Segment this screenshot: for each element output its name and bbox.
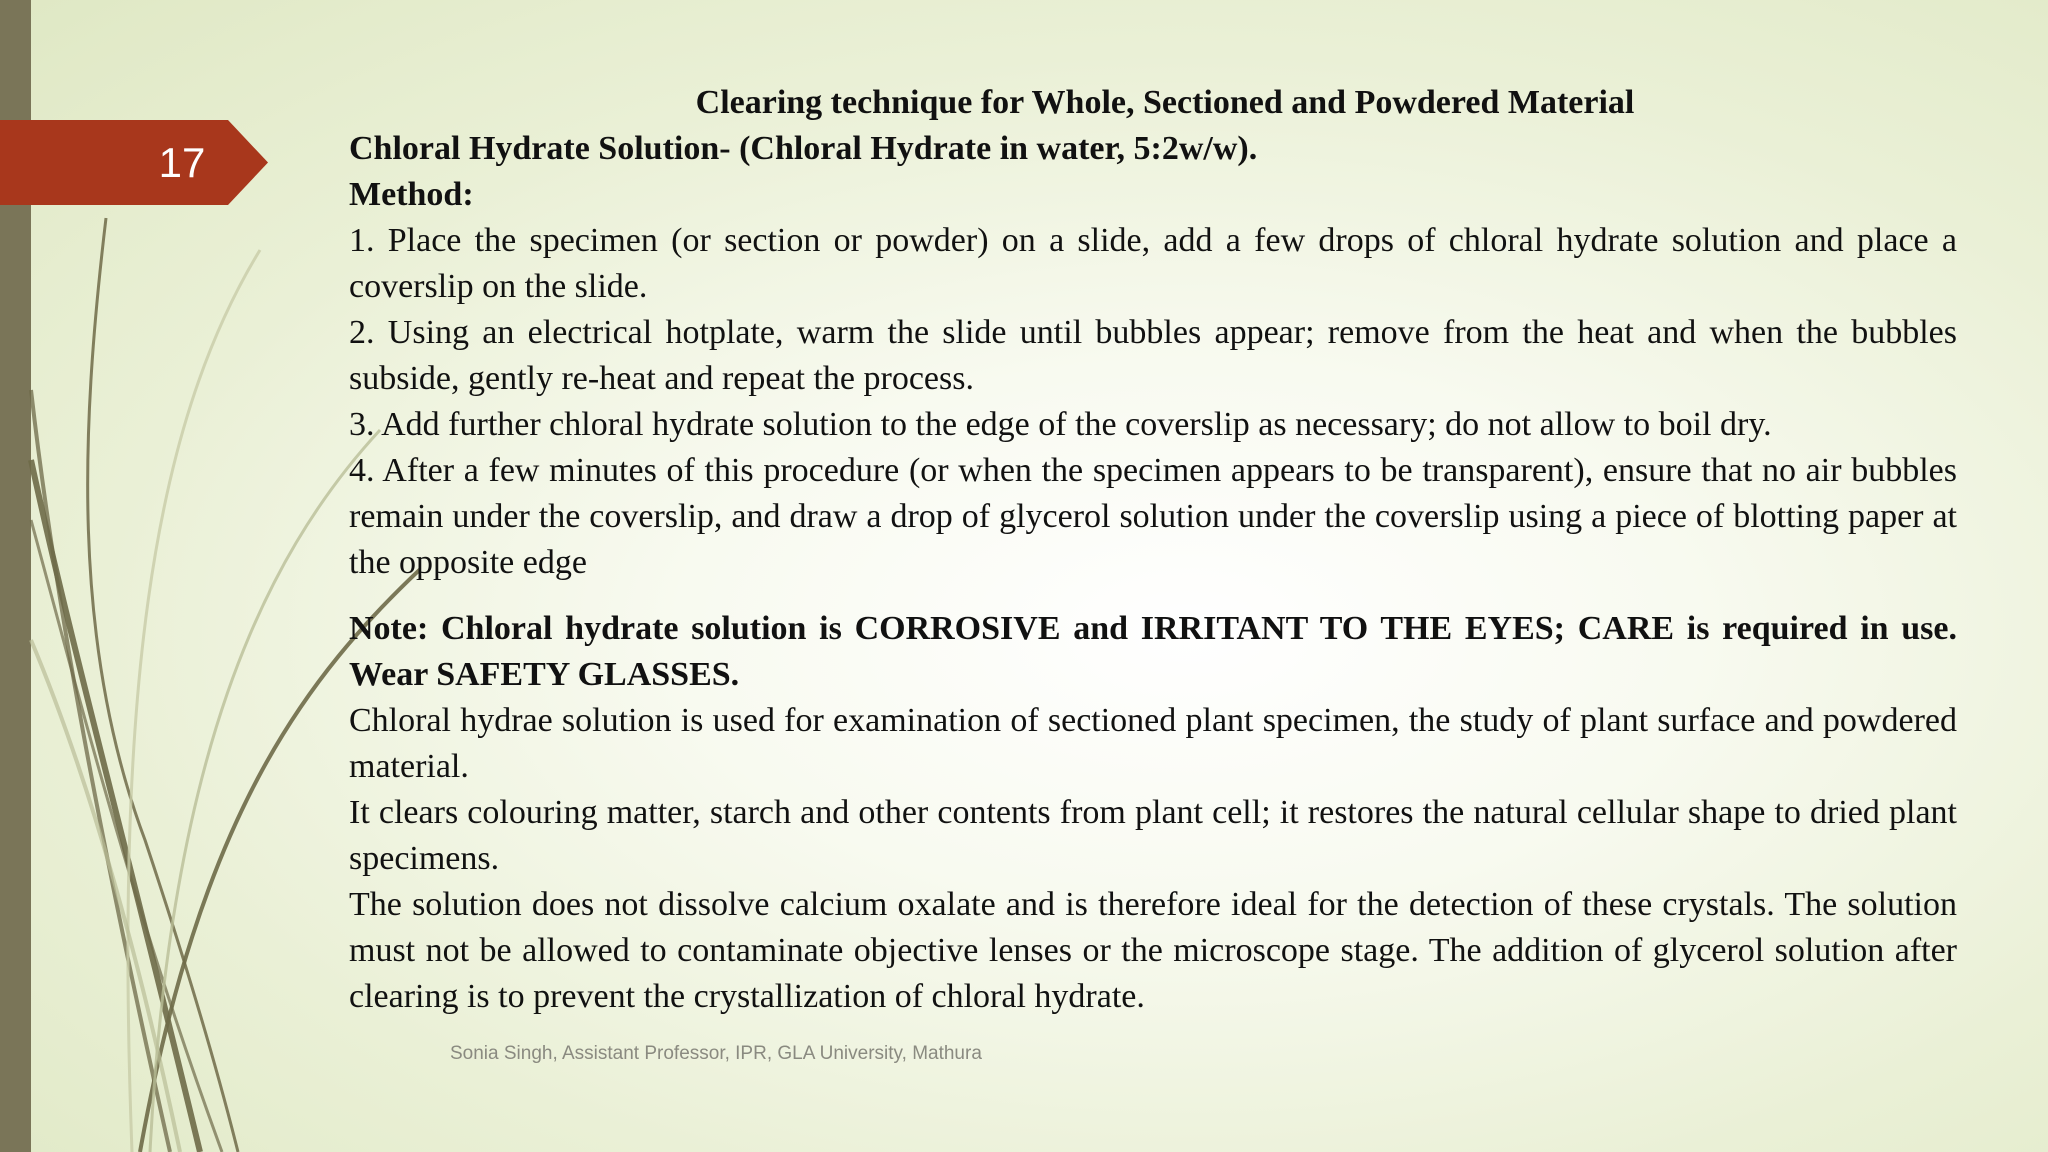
method-label: Method: [349,176,474,213]
slide-footer: Sonia Singh, Assistant Professor, IPR, GLA University, Mathura [450,1043,982,1064]
method-step-4: 4. After a few minutes of this procedure (or when the specimen appears to be transparent), ensure that no air bubbles remain under the coverslip, and draw a drop of glycerol solution under the coverslip using a piece of blotting paper at the opposite edge [349,452,1957,581]
method-step-3: 3. Add further chloral hydrate solution to the edge of the coverslip as necessary; do not allow to boil dry. [349,406,1772,443]
slide-title: Clearing technique for Whole, Sectioned and Powdered Material [695,84,1635,121]
safety-note: Note: Chloral hydrate solution is CORROSIVE and IRRITANT TO THE EYES; CARE is required in use. Wear SAFETY GLASSES. [349,610,1957,693]
paragraph-usage: Chloral hydrae solution is used for examination of sectioned plant specimen, the study of plant surface and powdered material. [349,702,1957,785]
paragraph-calcium-oxalate: The solution does not dissolve calcium oxalate and is therefore ideal for the detection of these crystals. The solution must not be allowed to contaminate objective lenses or the microscope stage. The addition of glycerol solution after clearing is to prevent the crystallization of chloral hydrate. [349,886,1957,1015]
method-step-1: 1. Place the specimen (or section or powder) on a slide, add a few drops of chloral hydrate solution and place a coverslip on the slide. [349,222,1957,305]
slide-subtitle: Chloral Hydrate Solution- (Chloral Hydrate in water, 5:2w/w). [349,130,1258,167]
swoosh-line-4 [31,520,222,1152]
method-step-2: 2. Using an electrical hotplate, warm the slide until bubbles appear; remove from the heat and when the bubbles subside, gently re-heat and repeat the process. [349,314,1957,397]
slide-content [349,80,1957,1020]
paragraph-clearing: It clears colouring matter, starch and other contents from plant cell; it restores the natural cellular shape to dried plant specimens. [349,794,1957,877]
swoosh-line-8 [31,640,180,1152]
slide-number: 17 [158,139,206,186]
